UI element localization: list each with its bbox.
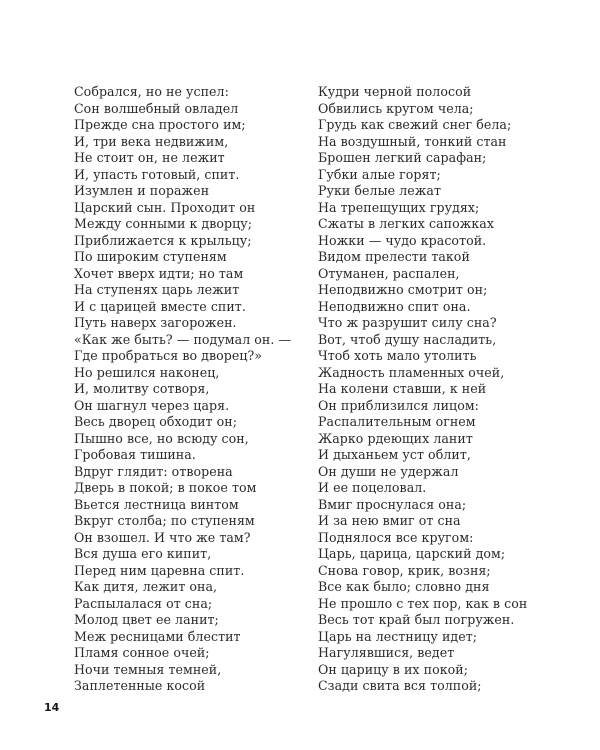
poem-line: Молод цвет ее ланит; <box>74 612 219 627</box>
poem-line: Брошен легкий сарафан; <box>318 150 487 165</box>
poem-line: Вмиг проснулася она; <box>318 496 467 512</box>
poem-line: Нагулявшися, ведет <box>318 645 455 660</box>
page-number: 14 <box>44 701 60 714</box>
poem-line: Он шагнул через царя. <box>74 397 230 413</box>
poem-line: По широким ступеням <box>74 249 227 264</box>
poem-line: Он взошел. И что же там? <box>74 529 251 545</box>
poem-line: Видом прелести такой <box>318 249 470 264</box>
poem-line: И, упасть готовый, спит. <box>74 166 240 182</box>
poem-line: Как дитя, лежит она, <box>74 579 218 594</box>
poem-line: И с царицей вместе спит. <box>74 298 246 314</box>
poem-line: Распалительным огнем <box>318 414 476 429</box>
poem-line: Вдруг глядит: отворена <box>74 463 233 479</box>
poem-line: И за нею вмиг от сна <box>318 513 461 528</box>
poem-line: Сзади свита вся толпой; <box>318 678 482 693</box>
poem-line: Гробовая тишина. <box>74 447 196 462</box>
poem-line: Вьется лестница винтом <box>74 496 239 512</box>
poem-column-right <box>318 84 527 695</box>
poem-line: Собрался, но не успел: <box>74 84 229 99</box>
poem-line: На колени ставши, к ней <box>318 381 487 396</box>
poem-line: И дыханьем уст облит, <box>318 447 471 462</box>
poem-line: На воздушный, тонкий стан <box>318 133 507 149</box>
poem-line: Прежде сна простого им; <box>74 117 246 132</box>
poem-line: Сон волшебный овладел <box>74 100 239 116</box>
poem-line: Снова говор, крик, возня; <box>318 562 491 578</box>
poem-line: Царский сын. Проходит он <box>74 199 256 215</box>
poem-line: Но решился наконец, <box>74 364 220 380</box>
poem-line: Все как было; словно дня <box>318 579 490 594</box>
poem-line: Путь наверх загорожен. <box>74 315 237 330</box>
poem-line: Меж ресницами блестит <box>74 628 241 644</box>
poem-line: Отуманен, распален, <box>318 265 460 281</box>
poem-line: Он царицу в их покой; <box>318 661 469 677</box>
poem-line: Он приблизился лицом: <box>318 397 479 413</box>
poem-line: Руки белые лежат <box>318 183 441 198</box>
poem-line: Вкруг столба; по ступеням <box>74 513 255 528</box>
poem-line: Где пробраться во дворец?» <box>74 348 263 363</box>
poem-line: Он души не удержал <box>318 463 459 479</box>
poem-line: Царь, царица, царский дом; <box>318 546 506 561</box>
poem-line: Не прошло с тех пор, как в сон <box>318 595 528 611</box>
poem-line: Дверь в покой; в покое том <box>74 480 257 495</box>
poem-line: И, молитву сотворя, <box>74 381 210 396</box>
poem-line: И ее поцеловал. <box>318 480 427 495</box>
poem-line: Между сонными к дворцу; <box>74 216 253 231</box>
poem-line: Кудри черной полосой <box>318 84 472 99</box>
poem-line: Чтоб хоть мало утолить <box>318 348 477 363</box>
poem-line: Пламя сонное очей; <box>74 645 210 660</box>
poem-line: Грудь как свежий снег бела; <box>318 117 512 132</box>
poem-line: На трепещущих грудях; <box>318 199 480 215</box>
poem-line: Распылалася от сна; <box>74 595 213 611</box>
poem-line: Весь дворец обходит он; <box>74 414 237 429</box>
poem-line: Ночи темныя темней, <box>74 661 222 677</box>
poem-line: Что ж разрушит силу сна? <box>318 315 497 330</box>
poem-line: Царь на лестницу идет; <box>318 628 478 644</box>
poem-line: И, три века недвижим, <box>74 133 229 149</box>
poem-line: Заплетенные косой <box>74 678 206 693</box>
poem-line: Губки алые горят; <box>318 166 441 182</box>
poem-line: Весь тот край был погружен. <box>318 612 515 627</box>
poem-line: Вся душа его кипит, <box>74 546 212 561</box>
poem-line: Сжаты в легких сапожках <box>318 216 494 231</box>
poem-line: Приближается к крыльцу; <box>74 232 252 248</box>
poem-line: Жарко рдеющих ланит <box>318 430 473 446</box>
poem-line: Изумлен и поражен <box>74 183 210 198</box>
poem-line: Вот, чтоб душу насладить, <box>318 331 497 347</box>
poem-line: Пышно все, но всюду сон, <box>74 430 249 446</box>
poem-line: Неподвижно спит она. <box>318 298 471 314</box>
poem-line: Обвились кругом чела; <box>318 100 474 116</box>
poem-line: Жадность пламенных очей, <box>318 364 505 380</box>
poem-line: Перед ним царевна спит. <box>74 562 245 578</box>
poem-line: Поднялося все кругом: <box>318 529 474 545</box>
poem-line: Неподвижно смотрит он; <box>318 282 488 297</box>
poem-line: Хочет вверх идти; но там <box>74 265 244 281</box>
poem-line: Ножки — чудо красотой. <box>318 232 487 248</box>
poem-column-left <box>74 84 291 695</box>
poem-line: На ступенях царь лежит <box>74 282 240 297</box>
poem-line: Не стоит он, не лежит <box>74 150 225 165</box>
poem-line: «Как же быть? — подумал он. — <box>74 331 292 347</box>
